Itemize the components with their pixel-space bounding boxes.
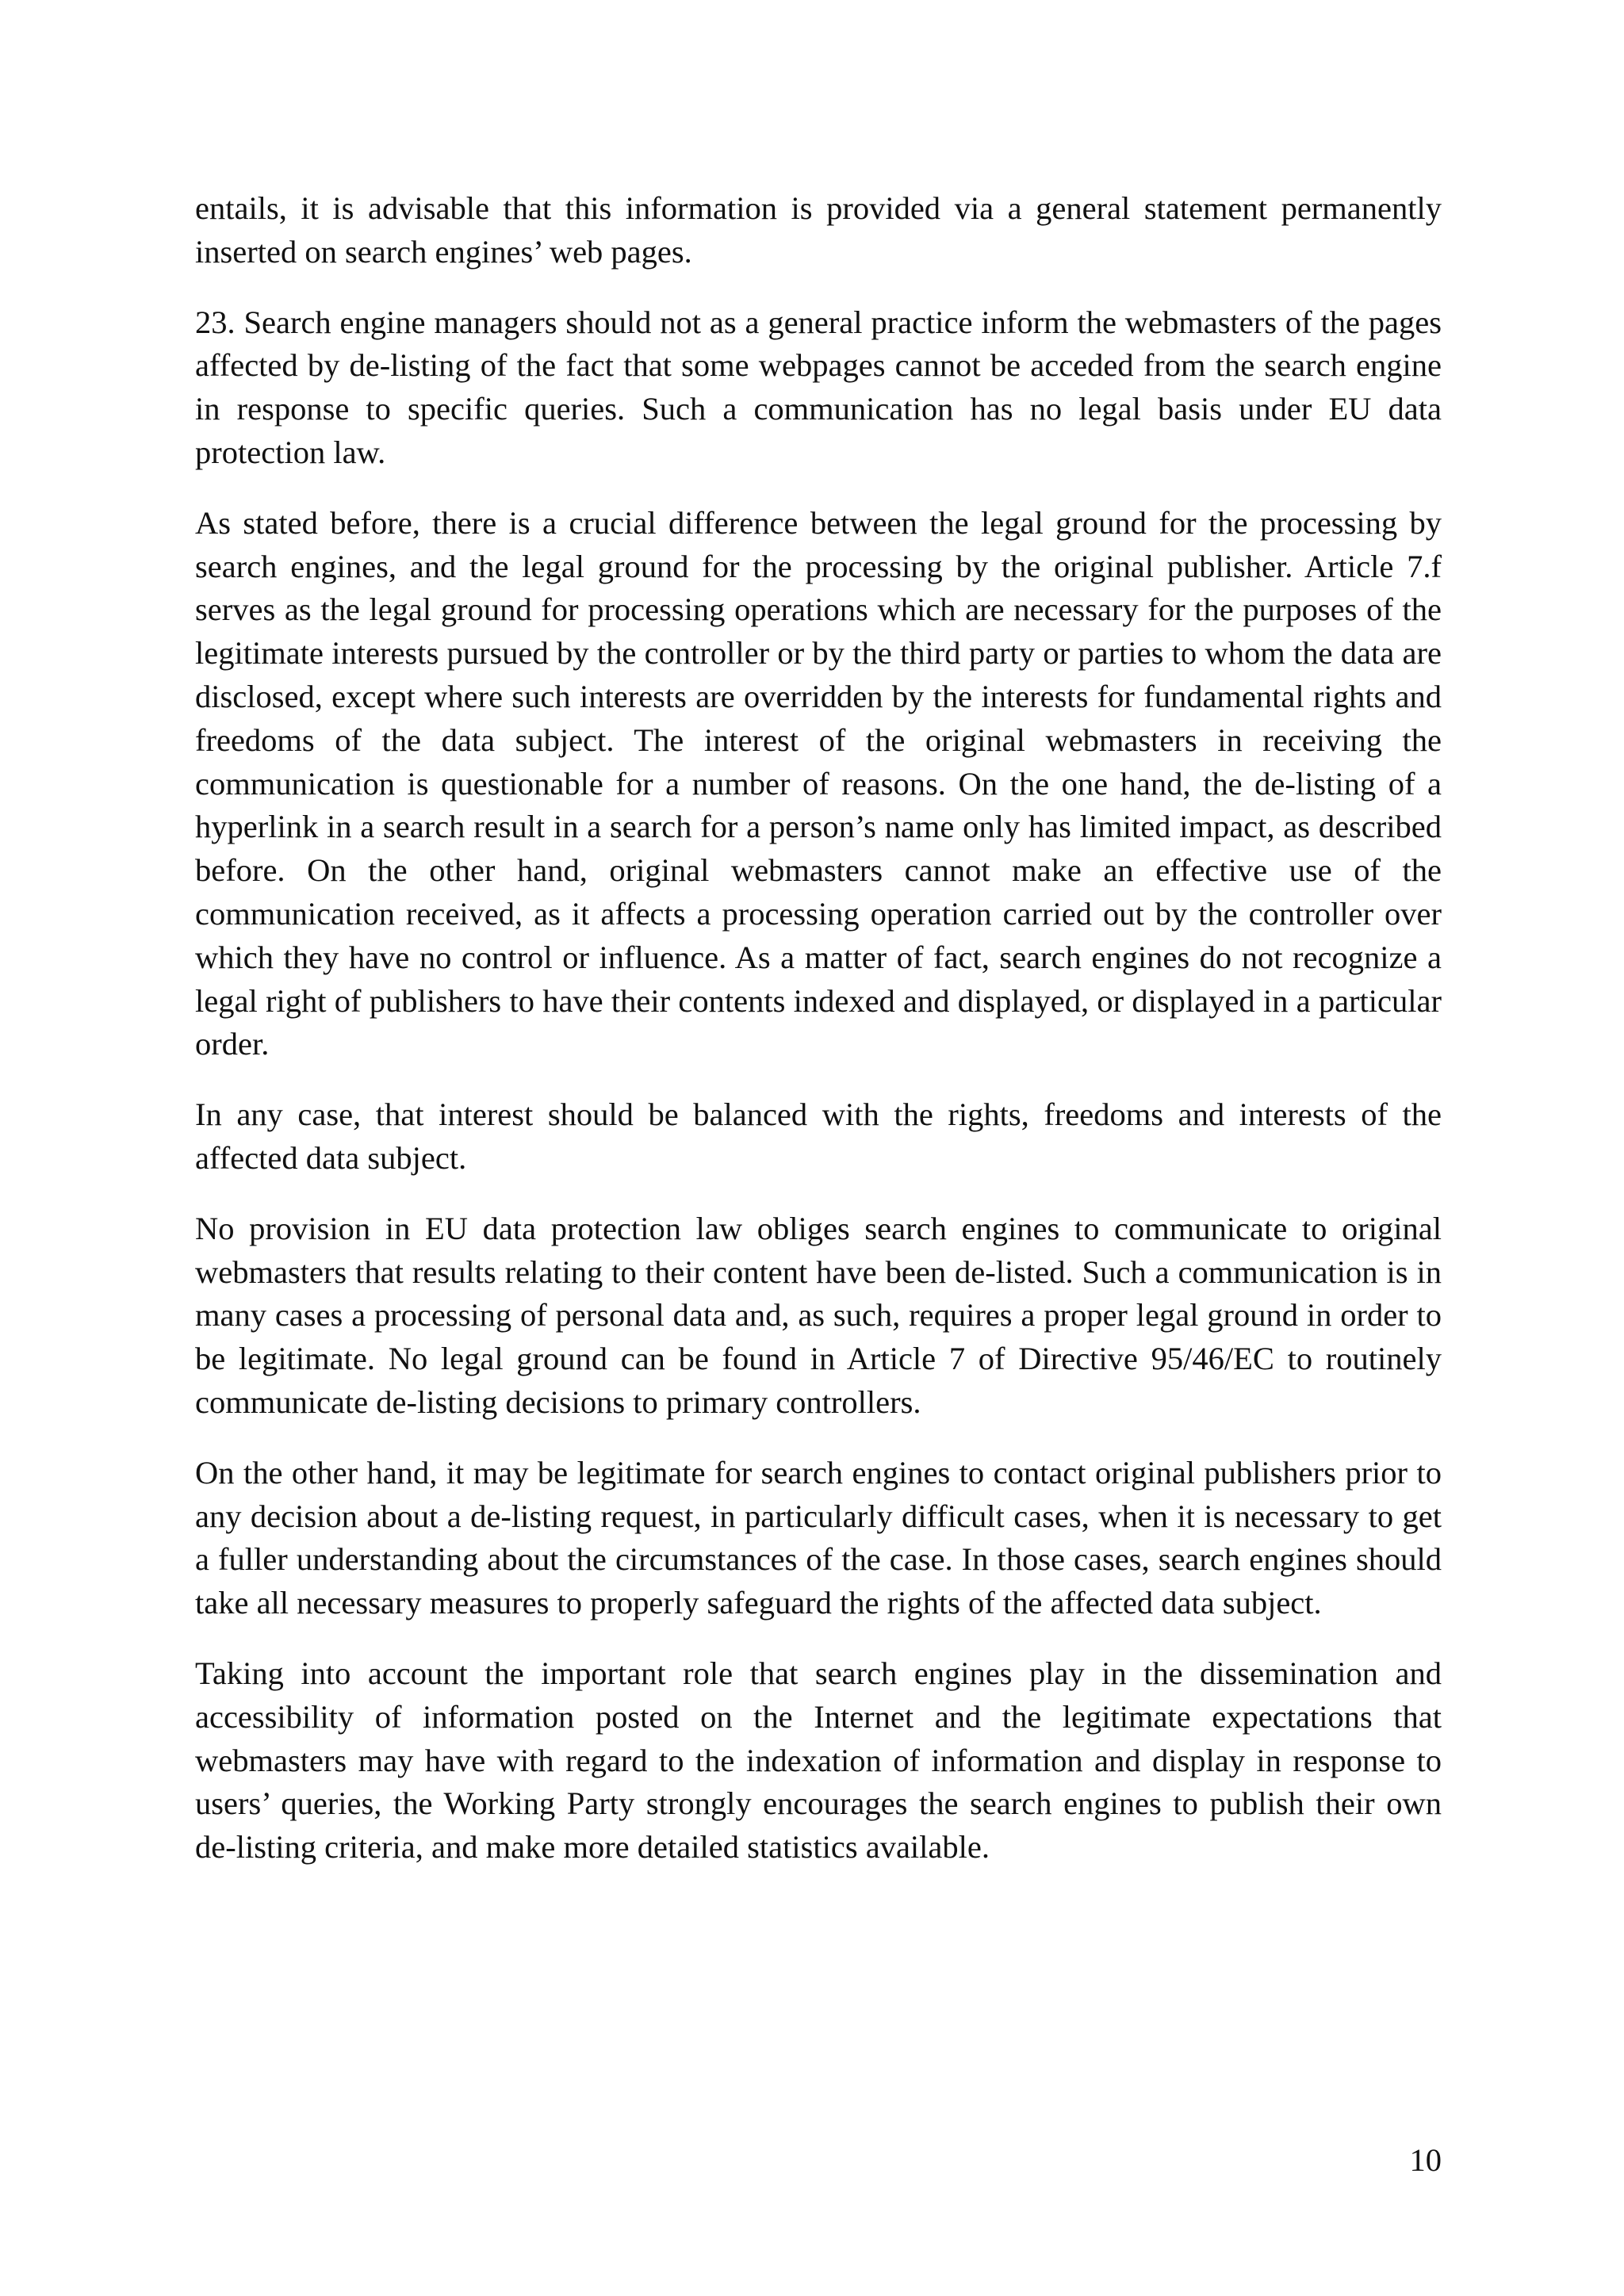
- paragraph-balance: In any case, that interest should be balanced with the rights, freedoms and interests of the affected data subject.: [195, 1096, 1442, 1176]
- paragraph-continuation: entails, it is advisable that this information is provided via a general statement permanently inserted on search engines’ web pages.: [195, 190, 1442, 270]
- paragraph-contact-publishers: On the other hand, it may be legitimate for search engines to contact original publishers prior to any decision about a de-listing request, in particularly difficult cases, when it is necessary to get a fuller understanding about the circumstances of the case. In those cases, search engines should take all necessary measures to properly safeguard the rights of the affected data subject.: [195, 1454, 1442, 1621]
- paragraph-legal-ground: As stated before, there is a crucial difference between the legal ground for the processing by search engines, and the legal ground for the processing by the original publisher. Article 7.f serves as the legal ground for processing operations which are necessary for the purposes of the legitimate interests pursued by the controller or by the third party or parties to whom the data are disclosed, except where such interests are overridden by the interests for fundamental rights and freedoms of the data subject. The interest of the original webmasters in receiving the communication is questionable for a number of reasons. On the one hand, the de-listing of a hyperlink in a search result in a search for a person’s name only has limited impact, as described before. On the other hand, original webmasters cannot make an effective use of the communication received, as it affects a processing operation carried out by the controller over which they have no control or influence. As a matter of fact, search engines do not recognize a legal right of publishers to have their contents indexed and displayed, or displayed in a particular order.: [195, 504, 1442, 1062]
- page-number: 10: [1409, 2142, 1442, 2178]
- paragraph-publish-criteria: Taking into account the important role that search engines play in the dissemination and accessibility of information posted on the Internet and the legitimate expectations that webmasters may have with regard to the indexation of information and display in response to users’ queries, the Working Party strongly encourages the search engines to publish their own de-listing criteria, and make more detailed statistics available.: [195, 1655, 1442, 1866]
- paragraph-23: 23. Search engine managers should not as a general practice inform the webmasters of the pages affected by de-listing of the fact that some webpages cannot be acceded from the search engine in response to specific queries. Such a communication has no legal basis under EU data protection law.: [195, 304, 1442, 470]
- document-body: [195, 187, 1442, 1896]
- paragraph-no-provision: No provision in EU data protection law obliges search engines to communicate to original webmasters that results relating to their content have been de-listed. Such a communication is in many cases a processing of personal data and, as such, requires a proper legal ground in order to be legitimate. No legal ground can be found in Article 7 of Directive 95/46/EC to routinely communicate de-listing decisions to primary controllers.: [195, 1210, 1442, 1420]
